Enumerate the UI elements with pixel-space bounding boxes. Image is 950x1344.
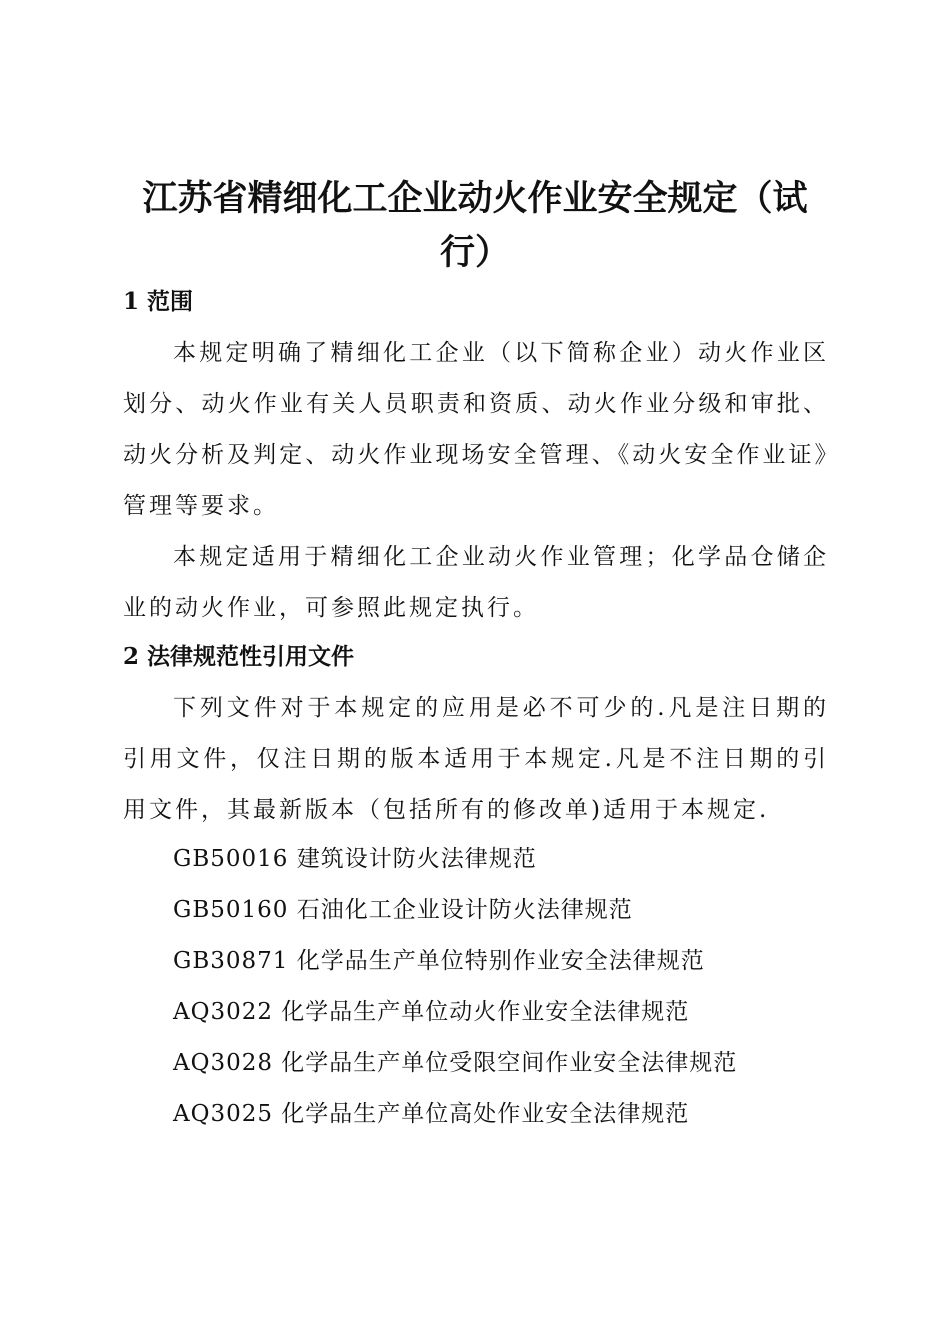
- reference-item: AQ3025 化学品生产单位高处作业安全法律规范: [173, 1101, 690, 1127]
- reference-item: AQ3028 化学品生产单位受限空间作业安全法律规范: [173, 1050, 738, 1076]
- scope-paragraph-1: 本规定明确了精细化工企业（以下简称企业）动火作业区划分、动火作业有关人员职责和资质、动火作业分级和审批、动火分析及判定、动火作业现场安全管理、《动火安全作业证》管理等要求。: [123, 340, 829, 519]
- reference-item: GB50160 石油化工企业设计防火法律规范: [173, 897, 633, 923]
- references-paragraph: 下列文件对于本规定的应用是必不可少的.凡是注日期的引用文件，仅注日期的版本适用于本规定.凡是不注日期的引用文件，其最新版本（包括所有的修改单)适用于本规定.: [123, 695, 829, 823]
- section-heading-references: 2 法律规范性引用文件: [123, 643, 355, 670]
- reference-item: AQ3022 化学品生产单位动火作业安全法律规范: [173, 999, 690, 1025]
- reference-item: GB50016 建筑设计防火法律规范: [173, 846, 537, 872]
- section-heading-scope: 1 范围: [123, 288, 194, 315]
- document-title: 江苏省精细化工企业动火作业安全规定（试行）: [142, 178, 808, 273]
- scope-paragraph-2: 本规定适用于精细化工企业动火作业管理；化学品仓储企业的动火作业，可参照此规定执行。: [123, 544, 829, 621]
- reference-item: GB30871 化学品生产单位特别作业安全法律规范: [173, 948, 705, 974]
